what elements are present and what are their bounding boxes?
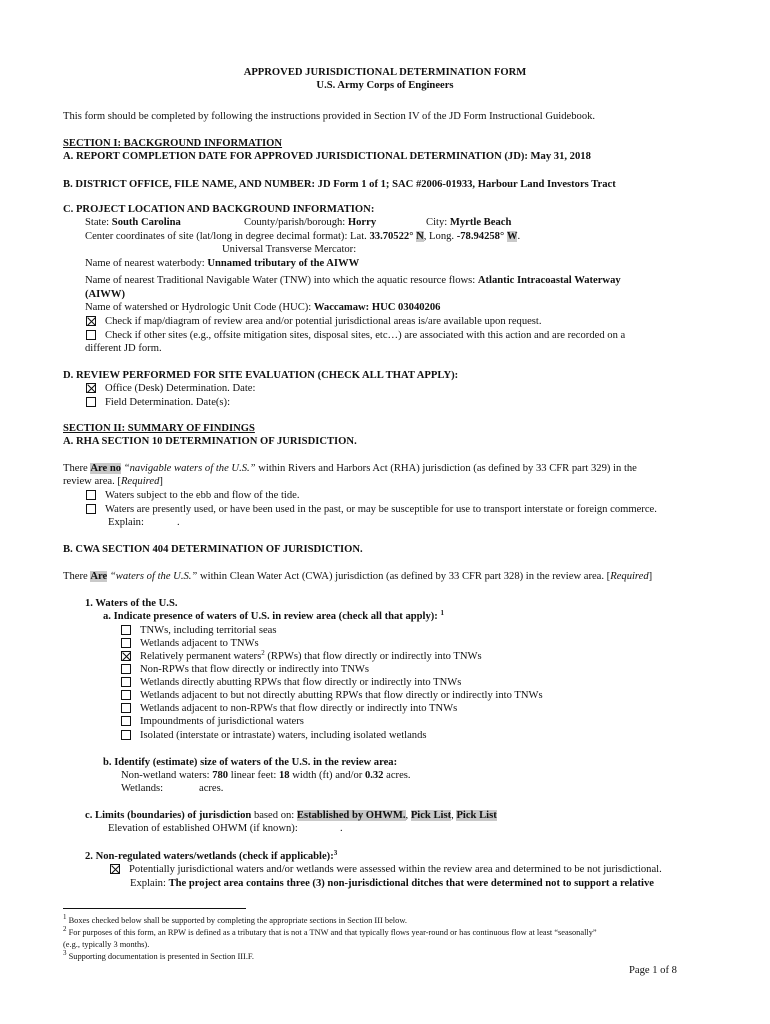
nearest-waterbody: Name of nearest waterbody: Unnamed tributary of the AIWW xyxy=(85,258,360,269)
type-nonrpw-checkbox[interactable] xyxy=(121,664,131,674)
ohwm-value: . xyxy=(340,823,343,834)
nonwetland-width: 18 xyxy=(279,770,290,781)
footnote-divider xyxy=(63,908,246,909)
nonwetland-waters: Non-wetland waters: 780 linear feet: 18 width (ft) and/or 0.32 acres. xyxy=(121,770,411,781)
nonwetland-acres: 0.32 xyxy=(364,770,384,781)
other-sites-cont: different JD form. xyxy=(85,343,162,354)
project-location-heading: C. PROJECT LOCATION AND BACKGROUND INFORMATION: xyxy=(63,204,375,215)
non-jurisdictional-row: Potentially jurisdictional waters and/or wetlands were assessed within the review area and determined to be not jurisdictional. xyxy=(110,863,662,876)
form-title: APPROVED JURISDICTIONAL DETERMINATION FORM xyxy=(243,67,527,78)
form-subtitle: U.S. Army Corps of Engineers xyxy=(316,80,454,91)
nearest-tnw: Name of nearest Traditional Navigable Water (TNW) into which the aquatic resource flows: Atlantic Intracoastal Waterway xyxy=(85,275,621,286)
non-jurisdictional-checkbox[interactable] xyxy=(110,864,120,874)
non-jurisdictional-explain: Explain: The project area contains three (3) non-jurisdictional ditches that were determined not to support a relative xyxy=(130,878,654,889)
type-wetlands-abutting-checkbox[interactable] xyxy=(121,677,131,687)
huc-line: Name of watershed or Hydrologic Unit Code (HUC): Waccamaw: HUC 03040206 xyxy=(85,302,441,313)
section2-heading: SECTION II: SUMMARY OF FINDINGS xyxy=(63,423,255,434)
city-value: Myrtle Beach xyxy=(449,217,512,228)
state-value: South Carolina xyxy=(111,217,181,228)
footnote-3: $^3$ Supporting documentation is presented in Section III.F. xyxy=(63,949,255,961)
city-line: City: Myrtle Beach xyxy=(426,217,512,228)
limits-value-1: Established by OHWM. xyxy=(296,810,406,821)
desk-determination-checkbox[interactable] xyxy=(86,383,96,393)
map-available-row: Check if map/diagram of review area and/or potential jurisdictional areas is/are available upon request. xyxy=(86,315,542,328)
footnote-2-cont: (e.g., typically 3 months). xyxy=(63,940,150,949)
ohwm-elevation: Elevation of established OHWM (if known): xyxy=(108,823,298,834)
type-wetlands-adjacent-row: Wetlands adjacent to but not directly abutting RPWs that flow directly or indirectly into TNWs xyxy=(121,689,543,702)
district-office: B. DISTRICT OFFICE, FILE NAME, AND NUMBER: JD Form 1 of 1; SAC #2006-01933, Harbour Land Investors Tract xyxy=(63,179,616,190)
rha-explain: Explain: xyxy=(108,517,144,528)
presence-heading: a. Indicate presence of waters of U.S. in review area (check all that apply): $^1$ xyxy=(103,609,444,622)
type-rpw-checkbox[interactable] xyxy=(121,651,131,661)
type-nonrpw-row: Non-RPWs that flow directly or indirectly into TNWs xyxy=(121,663,369,676)
field-determination-checkbox[interactable] xyxy=(86,397,96,407)
type-wetlands-nonrpw-row: Wetlands adjacent to non-RPWs that flow directly or indirectly into TNWs xyxy=(121,702,457,715)
commerce-waters-row: Waters are presently used, or have been used in the past, or may be susceptible for use to transport interstate or foreign commerce. xyxy=(86,503,657,516)
tidal-waters-row: Waters subject to the ebb and flow of the tide. xyxy=(86,489,299,502)
cwa-answer: Are xyxy=(90,571,108,582)
cwa-heading: B. CWA SECTION 404 DETERMINATION OF JURISDICTION. xyxy=(63,544,363,555)
tidal-waters-checkbox[interactable] xyxy=(86,490,96,500)
type-impoundments-checkbox[interactable] xyxy=(121,716,131,726)
type-isolated-row: Isolated (interstate or intrastate) waters, including isolated wetlands xyxy=(121,729,427,742)
county-line: County/parish/borough: Horry xyxy=(244,217,377,228)
footnote-2: $^2$ For purposes of this form, an RPW is defined as a tributary that is not a TNW and that typically flows year-round or has continuous flow at least “seasonally” xyxy=(63,925,597,937)
other-sites-row: Check if other sites (e.g., offsite mitigation sites, disposal sites, etc…) are associated with this action and are recorded on a xyxy=(86,329,625,342)
nonwetland-length: 780 xyxy=(212,770,229,781)
review-performed-heading: D. REVIEW PERFORMED FOR SITE EVALUATION (CHECK ALL THAT APPLY): xyxy=(63,370,459,381)
type-wetlands-tnw-checkbox[interactable] xyxy=(121,638,131,648)
limits-line: c. Limits (boundaries) of jurisdiction based on: Established by OHWM., Pick List, Pick List xyxy=(85,810,497,821)
explain-text: The project area contains three (3) non-jurisdictional ditches that were determined not to support a relative xyxy=(168,878,654,889)
desk-determination-row: Office (Desk) Determination. Date: xyxy=(86,382,255,395)
commerce-waters-checkbox[interactable] xyxy=(86,504,96,514)
report-date: A. REPORT COMPLETION DATE FOR APPROVED JURISDICTIONAL DETERMINATION (JD): May 31, 2018 xyxy=(63,151,591,162)
long-dir: W xyxy=(506,231,518,242)
limits-value-2: Pick List xyxy=(410,810,452,821)
waters-of-us-heading: 1. Waters of the U.S. xyxy=(85,598,178,609)
wetlands-acres: acres. xyxy=(199,783,224,794)
field-determination-row: Field Determination. Date(s): xyxy=(86,396,230,409)
rha-answer: Are no xyxy=(90,463,122,474)
county-value: Horry xyxy=(347,217,377,228)
rha-statement-cont: review area. [Required] xyxy=(63,476,163,487)
other-sites-checkbox[interactable] xyxy=(86,330,96,340)
long-value: -78.94258° xyxy=(456,231,505,242)
state-line: State: South Carolina xyxy=(85,217,181,228)
rha-statement: There Are no “navigable waters of the U.S.” within Rivers and Harbors Act (RHA) jurisdiction (as defined by 33 CFR part 329) in the xyxy=(63,463,637,474)
type-tnw-checkbox[interactable] xyxy=(121,625,131,635)
rha-explain-value: . xyxy=(177,517,180,528)
type-wetlands-nonrpw-checkbox[interactable] xyxy=(121,703,131,713)
center-coordinates: Center coordinates of site (lat/long in degree decimal format): Lat. 33.70522° N, Long. -78.94258° W. xyxy=(85,231,521,242)
limits-value-3: Pick List xyxy=(456,810,497,821)
tnw-value: Atlantic Intracoastal Waterway xyxy=(477,275,621,286)
type-wetlands-tnw-row: Wetlands adjacent to TNWs xyxy=(121,637,259,650)
intro-text: This form should be completed by following the instructions provided in Section IV of the JD Form Instructional Guidebook. xyxy=(63,111,596,122)
utm-label: Universal Transverse Mercator: xyxy=(222,244,357,255)
footnote-1: $^1$ Boxes checked below shall be supported by completing the appropriate sections in Section III below. xyxy=(63,913,407,925)
type-isolated-checkbox[interactable] xyxy=(121,730,131,740)
rha-heading: A. RHA SECTION 10 DETERMINATION OF JURISDICTION. xyxy=(63,436,357,447)
size-heading: b. Identify (estimate) size of waters of the U.S. in the review area: xyxy=(103,757,398,768)
lat-value: 33.70522° xyxy=(369,231,414,242)
waterbody-value: Unnamed tributary of the AIWW xyxy=(207,258,360,269)
huc-value: Waccamaw: HUC 03040206 xyxy=(313,302,441,313)
page-number: Page 1 of 8 xyxy=(629,965,677,976)
type-tnw-row: TNWs, including territorial seas xyxy=(121,624,277,637)
tnw-value-cont: (AIWW) xyxy=(85,289,126,300)
type-rpw-row: Relatively permanent waters$^2$ (RPWs) that flow directly or indirectly into TNWs xyxy=(121,650,482,663)
type-wetlands-adjacent-checkbox[interactable] xyxy=(121,690,131,700)
type-impoundments-row: Impoundments of jurisdictional waters xyxy=(121,715,304,728)
lat-dir: N xyxy=(416,231,424,242)
non-regulated-heading: 2. Non-regulated waters/wetlands (check if applicable):$^3$ xyxy=(85,849,338,862)
cwa-statement: There Are “waters of the U.S.” within Clean Water Act (CWA) jurisdiction (as defined by 33 CFR part 328) in the review area. [Required] xyxy=(63,571,653,582)
type-wetlands-abutting-row: Wetlands directly abutting RPWs that flow directly or indirectly into TNWs xyxy=(121,676,461,689)
map-available-checkbox[interactable] xyxy=(86,316,96,326)
section1-heading: SECTION I: BACKGROUND INFORMATION xyxy=(63,138,283,149)
wetlands-label: Wetlands: xyxy=(121,783,164,794)
